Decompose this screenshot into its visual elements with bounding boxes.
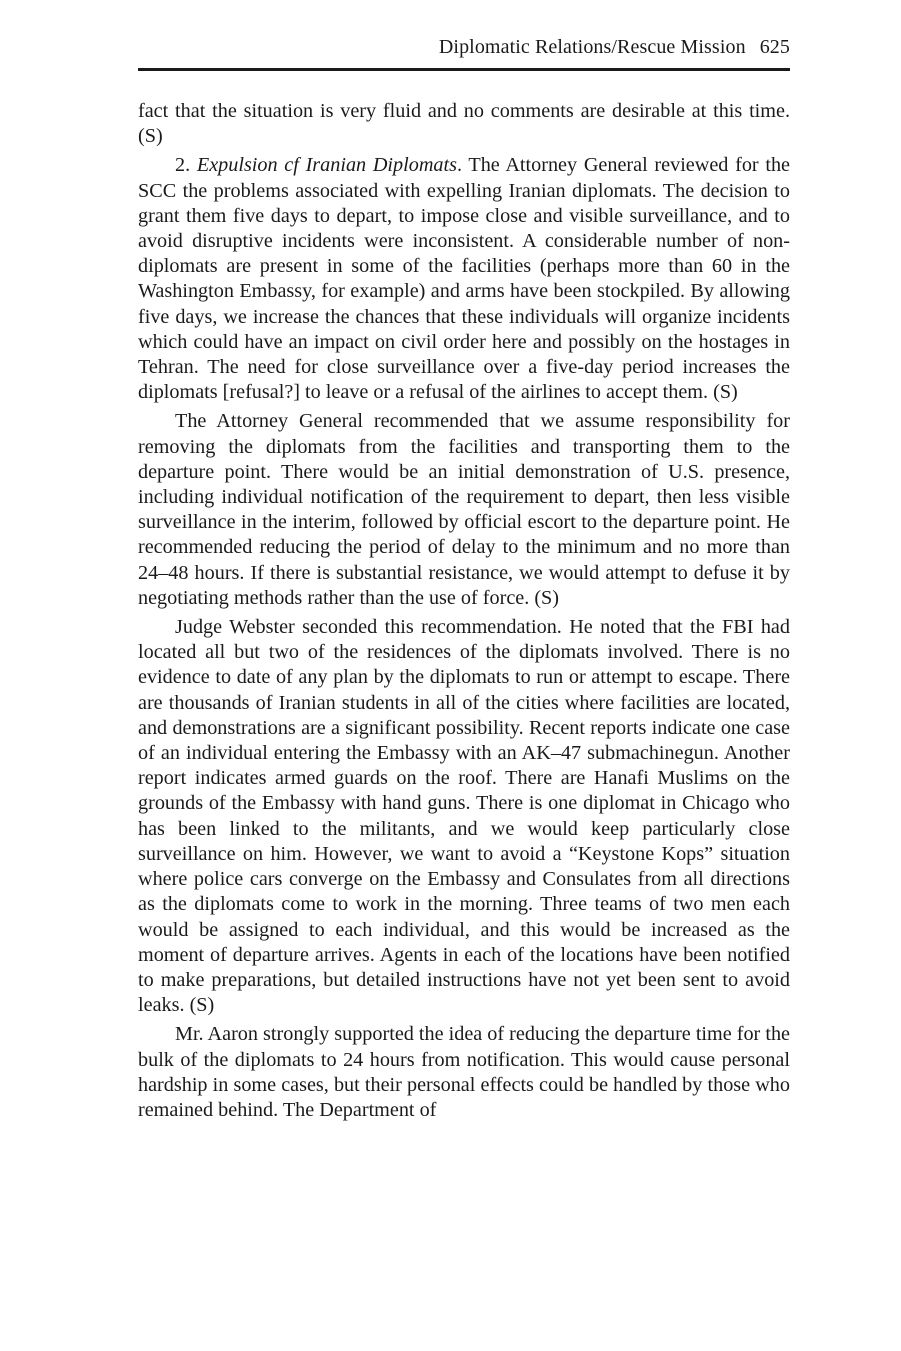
- header-rule: [138, 68, 790, 71]
- body-text: [138, 99, 790, 1123]
- paragraph-judge-webster: Judge Webster seconded this recommendation. He noted that the FBI had located all but two of the residences of the diplomats involved. There is no evidence to date of any plan by the diplomats to run or attempt to escape. There are thousands of Iranian students in all of the cities where facilities are located, and demonstrations are a significant possibility. Recent reports indicate one case of an individual entering the Embassy with an AK–47 submachinegun. Another report indicates armed guards on the roof. There are Hanafi Muslims on the grounds of the Embassy with hand guns. There is one diplomat in Chicago who has been linked to the militants, and we would keep particularly close surveillance on him. However, we want to avoid a “Keystone Kops” situation where police cars converge on the Embassy and Consulates from all directions as the diplomats come to work in the morning. Three teams of two men each would be assigned to each individual, and this would be increased as the moment of departure arrives. Agents in each of the locations have been notified to make preparations, but detailed instructions have not yet been sent to avoid leaks. (S): [138, 616, 790, 1017]
- running-head: [138, 32, 790, 64]
- page-number: 625: [759, 36, 790, 58]
- section-number: 2.: [175, 154, 197, 177]
- paragraph-attorney-general: The Attorney General recommended that we assume responsibility for removing the diplomats from the facilities and transporting them to the departure point. There would be an initial demonstration of U.S. presence, including individual notification of the requirement to depart, then less visible surveillance in the interim, followed by official escort to the departure point. He recommended reducing the period of delay to the minimum and no more than 24–48 hours. If there is substantial resistance, we would attempt to defuse it by negotiating methods rather than the use of force. (S): [138, 410, 790, 609]
- paragraph-expulsion: [138, 153, 790, 405]
- section-heading: Expulsion cf Iranian Diplomats: [196, 154, 457, 177]
- section-body: . The Attorney General reviewed for the SCC the problems associated with expelling Iranian diplomats. The decision to grant them five days to depart, to impose close and visible surveillance, and to avoid disruptive incidents were inconsistent. A considerable number of non-diplomats are present in some of the facilities (perhaps more than 60 in the Washington Embassy, for example) and arms have been stockpiled. By allowing five days, we increase the chances that these individuals will organize incidents which could have an impact on civil order here and possibly on the hostages in Tehran. The need for close surveillance over a five-day period increases the diplomats [refusal?] to leave or a refusal of the airlines to accept them. (S): [138, 154, 791, 404]
- running-head-title: Diplomatic Relations/Rescue Mission: [438, 36, 746, 58]
- paragraph-continuation: fact that the situation is very fluid and no comments are desirable at this time. (S): [138, 100, 790, 148]
- paragraph-mr-aaron: Mr. Aaron strongly supported the idea of reducing the departure time for the bulk of the diplomats to 24 hours from notification. This would cause personal hardship in some cases, but their personal effects could be handled by those who remained behind. The Department of: [138, 1023, 790, 1121]
- document-page: [138, 32, 790, 1127]
